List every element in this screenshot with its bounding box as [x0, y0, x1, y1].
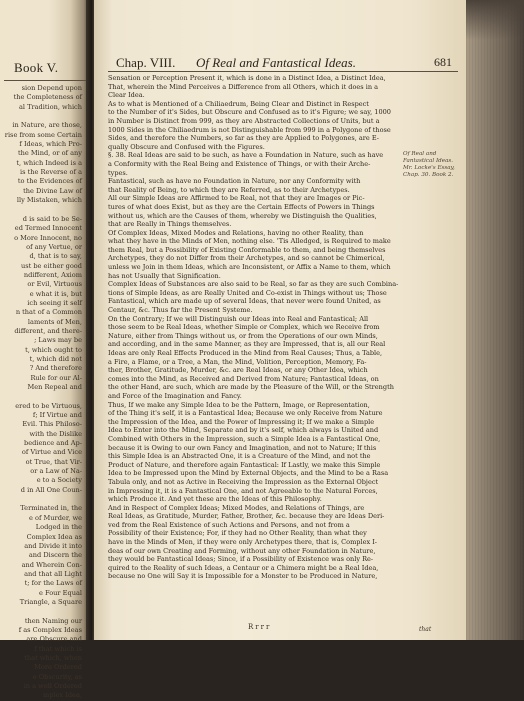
text-line: different, and there- [14, 326, 82, 335]
left-page-header: Book V. [14, 60, 59, 75]
text-line: t, which did not [29, 354, 82, 363]
text-line: Lodged in the [35, 523, 82, 532]
text-line: More Ordered [34, 663, 82, 672]
text-line: what they have in the Minds of Men, nothing else. 'Tis Alledged, is Required to make [108, 237, 391, 246]
text-line [4, 392, 82, 401]
text-line: n that of a Common [15, 308, 82, 317]
text-line: then Naming our [24, 616, 82, 625]
page-number: 681 [434, 55, 452, 69]
text-line: in Number is Distinct from 999, as they are Abstracted Collections of Units, but a [108, 116, 380, 125]
text-line: that are Really in Things themselves. [108, 220, 232, 229]
text-line: a Conformity with the Real Being and Existence of Things, or with their Arche- [108, 159, 371, 168]
text-line: d in All One Coun- [20, 485, 82, 494]
text-line: they would be Fantastical Ideas; Since, if a Possibility of Existence was only Re- [108, 555, 374, 564]
text-line: them Real, but a Possibility of Existing Conformable to them, and being themselves [108, 245, 386, 254]
text-line: Fantastical, such as have no Foundation in Nature, nor any Conformity with [108, 177, 361, 186]
text-line: comes into the Mind, as Received and Derived from Nature; Fantastical Ideas, on [108, 374, 379, 383]
text-line: types. [108, 168, 128, 177]
text-line: and according, and in the same Manner, as they are Impressed, that is, all our Real [108, 340, 386, 349]
text-line: d is said to be Se- [22, 214, 82, 223]
text-line: Sensation or Perception Present it, which is done in a Distinct Idea, a Distinct Idea, [108, 74, 386, 82]
text-line: Triangle, a Square [19, 597, 82, 606]
text-line: e Four Equal [39, 588, 82, 597]
text-line: this Simple Idea is an Abstracted One, it is a Creature of the Mind, and not the [108, 452, 371, 461]
text-line [4, 495, 82, 504]
text-line: ther, Brother, Gratitude, Murder, &c. are Real Ideas, or any Other Idea, which [108, 366, 368, 375]
text-line: deas of our own Creating and Forming, without any other Foundation in Nature, [108, 546, 376, 555]
text-line: Possibility of their Existence; For, if they had no Other Reality, than what they [108, 529, 367, 538]
text-line: Evil. This Philoso- [22, 420, 82, 429]
text-line [4, 112, 82, 121]
text-line: that Reality of Being, to which they are Referred, as to their Archetypes. [108, 185, 350, 194]
text-line: those seem to be Real Ideas, whether Simple or Complex, which we Receive from [108, 323, 380, 332]
page-edges-shadow [466, 0, 524, 40]
text-line: t, which ought to [25, 345, 82, 354]
text-line: ot True, that Vir- [25, 457, 82, 466]
text-line: Real Ideas, as Gratitude, Murder, Father, Brother, &c. because they are Ideas Deri- [108, 512, 385, 521]
text-line: of the Thing it's self, it is a Fantastical Idea; Because we only Receive from Nature [108, 409, 383, 418]
text-line: Idea to Enter into the Mind, Separate and by it's self, which always is United and [108, 426, 379, 435]
text-line: 1000 Sides in the Chiliaedrum is not Distinguishable from 999 in a Polygone of those [108, 125, 391, 134]
text-line: e Obscurity, as [32, 672, 82, 681]
catchword: that [419, 626, 432, 633]
text-line: have in the Minds of Men, if they were only Archetypes there, that is, Complex I- [108, 538, 378, 547]
text-line: or a Law of Na- [30, 467, 82, 476]
text-line: the other Hand, are such, which are made by the Pleasure of the Will, or the Strength [108, 383, 394, 392]
text-line: the Impression of the Idea, and the Power of Impressing it; If we make a Simple [108, 417, 375, 426]
text-line: qually Obscure and Confused with the Figures. [108, 142, 265, 151]
text-line: On the Contrary; If we will Distinguish our Ideas into Real and Fantastical; All [108, 314, 369, 323]
text-line: mplex Idea, [42, 691, 82, 700]
text-line: because no One will Say it is Impossible for a Monster to be Produced in Nature, [108, 572, 378, 581]
text-line: in Nature, are those, [12, 121, 82, 130]
text-line: Of Complex Ideas, Mixed Modes and Relations, having no other Reality, than [108, 228, 364, 237]
text-line: t; for the Laws of [24, 579, 82, 588]
text-line: Fantastical, which are made up of several Ideas, that never were found United, as [108, 297, 381, 306]
text-line: which Produce it. And yet these are the Ideas of this Philosophy. [108, 495, 322, 504]
text-line: and Discern the [28, 551, 82, 560]
text-line: in a well Ordered [23, 682, 82, 690]
text-line: f as Complex Ideas [18, 625, 82, 634]
text-line: is the Reverse of a [20, 168, 82, 177]
text-line: Combined with Others in the Impression, such a Simple Idea is a Fantastical One, [108, 434, 381, 443]
text-line: ved from the Real Existence of such Actions and Persons, and not from a [108, 520, 350, 529]
text-line: e what it is, but [29, 289, 82, 298]
text-line: And in Respect of Complex Ideas; Mixed Modes, and Relations of Things, are [108, 503, 365, 512]
text-line: without us, which are the Causes of them, whereby we Distinguish the Qualities, [108, 211, 377, 220]
text-line: That, wherein the Mind Perceives a Difference from all Others, which it does in a [108, 82, 379, 91]
text-line: because it is Owing to our own Fancy and Imagination, and not to Nature; If this [108, 443, 377, 452]
text-line: d, that is to say, [29, 252, 82, 261]
text-line: lly Mistaken, which [16, 196, 82, 205]
header-rule [108, 71, 458, 72]
text-line: the Completeness of [13, 93, 82, 102]
text-line: o More Innocent, no [14, 233, 82, 242]
text-line: and Wherein Con- [21, 560, 82, 569]
text-line: t, which Indeed is a [16, 158, 82, 167]
text-line: ered to be Virtuous, [15, 401, 82, 410]
text-line: Men Repeal and [27, 383, 82, 391]
text-line: al Tradition, which [18, 102, 82, 111]
text-line: Sides, and therefore the Numbers, so far as they are Applied to Polygones, are E- [108, 134, 379, 143]
text-line: Idea to be Impressed upon the Mind by External Objects, and the Mind to be a Rasa [108, 469, 389, 478]
text-line: ust be either good [20, 261, 82, 270]
text-line: with the Dislike [29, 429, 82, 438]
text-line: e of Murder, we [29, 513, 82, 522]
left-page [0, 0, 88, 700]
text-line: tions of Simple Ideas, as are Really United and Co-exist in Things without us; Those [108, 288, 387, 297]
text-line: e to a Society [36, 476, 82, 485]
text-line: unless we Join in them Ideas, which are Inconsistent, or Affix a Name to them, which [108, 263, 391, 272]
text-line [4, 607, 82, 616]
text-line: Tabula only, and not as Active in Receiving the Impression as the External Object [108, 477, 379, 486]
text-line: Ideas are only Real Effects Produced in the Mind from Real Causes; Thus, a Table, [108, 349, 383, 357]
text-line: Centaur, &c. Thus far the Present Systeme. [108, 306, 253, 315]
text-line: f that which is [34, 644, 82, 653]
text-line: §. 38. Real Ideas are said to be such, as have a Foundation in Nature, such as have [108, 151, 384, 160]
header-rule [4, 80, 86, 81]
text-line: Archetypes, they do not Differ from their Archetypes, and so cannot be Chimerical, [108, 254, 385, 263]
text-line: As to what is Mentioned of a Chiliaedrum, Being Clear and Distinct in Respect [108, 99, 369, 108]
text-line: Product of Nature, and therefore again Fantastical: If Lastly, we make this Simple [108, 460, 381, 469]
text-line: Nature, either from Things without us, or from the Operations of our own Minds, [108, 331, 378, 340]
text-line: Complex Idea as [26, 532, 82, 541]
text-line: quired to the Reality of such Ideas, a Centaur or a Chimera might be a Real Idea, [108, 563, 379, 572]
text-line: are Obscure and [26, 635, 82, 644]
text-line: the Mind, or of any [17, 149, 82, 158]
text-line: to the Number of it's Sides, but Obscure and Confused as to it's Figure; we say, 1000 [108, 108, 391, 117]
text-line: tures of what does Exist, but as they are the Certain Effects of Powers in Things [108, 202, 375, 211]
text-line: ; Laws may be [34, 336, 82, 345]
margin-note: Of Real and Fantastical Ideas. Mr. Locke's Essay, Chap. 30. Book 2. [403, 151, 455, 178]
text-line: and that all Light [24, 569, 82, 578]
chapter-label: Chap. VIII. [116, 55, 176, 70]
text-line: and Divide it into [24, 541, 82, 550]
text-line: All our Simple Ideas are Affirmed to be Real, not that they are Images or Pic- [108, 194, 365, 203]
text-line: that which, when [24, 653, 82, 662]
text-line: Rule for our Al- [30, 373, 82, 382]
text-line: of Virtue and Vice [21, 448, 82, 457]
text-line: Thus, If we make any Simple Idea to be the Pattern, Image, or Representation, [108, 400, 370, 409]
text-line: Complex Ideas of Substances are also said to be Real, so far as they are such Combina- [108, 280, 399, 289]
text-line: rise from some Certain [4, 130, 82, 139]
text-line: laments of Men, [27, 317, 82, 326]
text-line: ich seeing it self [27, 298, 82, 307]
page-title: Of Real and Fantastical Ideas. [196, 55, 356, 70]
text-line: a Fire, a Flame, or a Tree, a Man, the Mind, Volition, Perception, Memory, Fa- [108, 357, 367, 366]
text-line: to the Evidences of [17, 177, 82, 186]
body-text [108, 74, 444, 581]
text-line: of any Vertue, or [26, 242, 82, 251]
text-line: ndifferent, Axiom [23, 270, 82, 279]
text-line: the Divine Law of [23, 186, 82, 195]
text-line: f; If Virtue and [32, 411, 82, 420]
running-header [94, 55, 466, 75]
text-line: f Ideas, which Pro- [19, 140, 82, 149]
text-line: bedience and Ap- [24, 439, 82, 448]
text-line: and Force of the Imagination and Fancy. [108, 391, 242, 400]
text-line: or Evil, Virtuous [27, 280, 82, 289]
text-line: ? And therefore [29, 364, 82, 373]
text-line [4, 205, 82, 214]
text-line: sion Depend upon [21, 84, 82, 92]
text-line: Terminated in, the [20, 504, 82, 513]
text-line: in Impressing it, it is a Fantastical One, and not Agreeable to the Natural Forces, [108, 486, 378, 495]
text-line: ed Termed Innocent [14, 224, 82, 233]
left-page-text [4, 84, 82, 701]
text-line: has not Usually that Signification. [108, 271, 221, 280]
page-edges [466, 0, 524, 640]
text-line: Clear Idea. [108, 91, 145, 100]
right-page [94, 0, 466, 640]
signature-mark: Rrrr [248, 623, 272, 631]
